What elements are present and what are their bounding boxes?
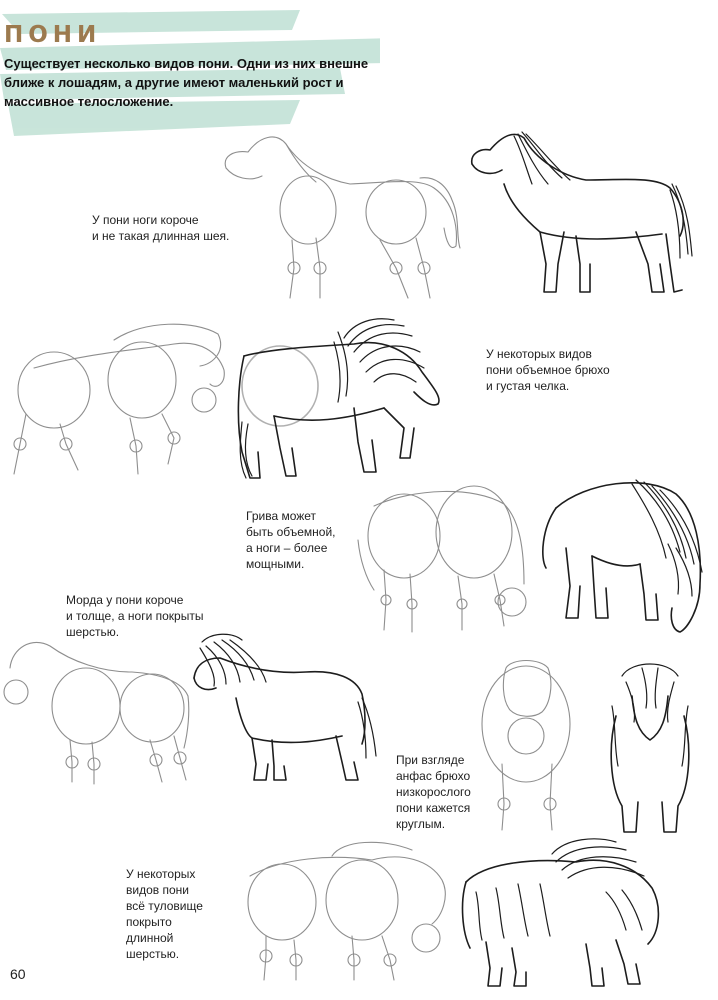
- page-number: 60: [10, 966, 26, 982]
- pony-6-finished-drawing: [456, 832, 668, 990]
- pony-2-construction-sketch: [4, 314, 230, 484]
- page-title: ПОНИ: [4, 22, 102, 48]
- caption-belly-forelock: У некоторых видов пони объемное брюхо и густая челка.: [486, 347, 610, 393]
- intro-text: Существует несколько видов пони. Одни из них внешне ближе к лошадям, а другие имеют маленький рост и массивное телосложение.: [4, 56, 369, 109]
- caption-muzzle-fur: Морда у пони короче и толще, а ноги покрыты шерстью.: [66, 593, 204, 639]
- pony-4-construction-sketch: [2, 632, 192, 792]
- pony-5-front-view-drawing: [602, 656, 698, 836]
- pony-4-finished-drawing: [186, 628, 380, 786]
- pony-2-finished-drawing: [234, 312, 446, 482]
- caption-mane-legs: Грива может быть объемной, а ноги – более мощными.: [246, 509, 336, 571]
- pony-6-construction-sketch: [242, 836, 452, 986]
- pony-5-front-view-sketch: [472, 654, 580, 834]
- pony-1-construction-sketch: [220, 128, 470, 308]
- caption-long-coat: У некоторых видов пони всё туловище покрыто длинной шерстью.: [126, 867, 203, 961]
- pony-3-finished-drawing: [536, 468, 714, 636]
- pony-1-finished-drawing: [466, 124, 694, 300]
- caption-short-legs: У пони ноги короче и не такая длинная шея.: [92, 213, 230, 243]
- pony-3-construction-sketch: [354, 480, 536, 638]
- caption-front-view: При взгляде анфас брюхо низкорослого пони кажется круглым.: [396, 753, 471, 831]
